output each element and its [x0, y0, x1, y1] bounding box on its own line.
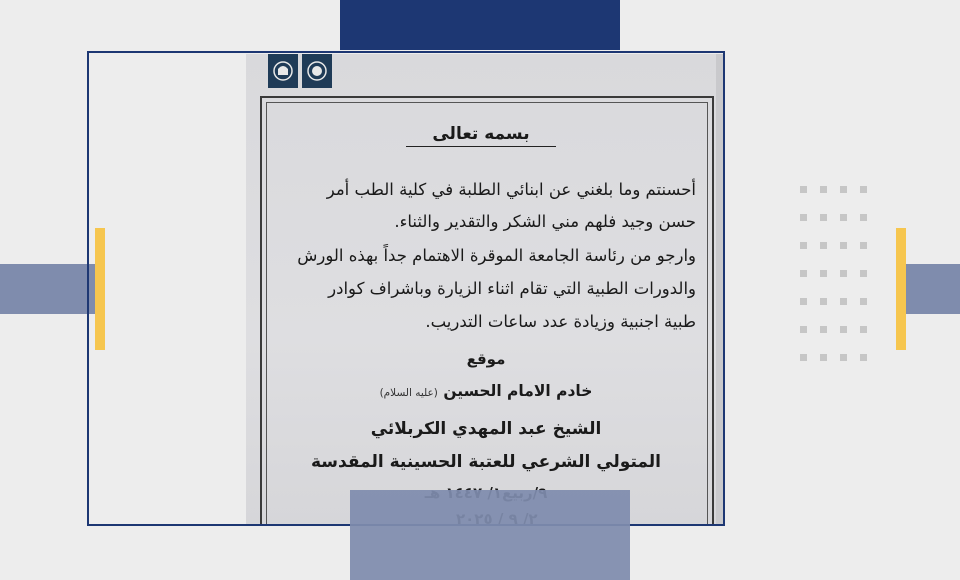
grid-dot — [860, 354, 867, 361]
right-yellow-accent — [896, 228, 906, 350]
grid-dot — [840, 298, 847, 305]
body-line: والدورات الطبية التي تقام اثناء الزيارة وباشراف كوادر — [328, 279, 696, 298]
grid-dot — [840, 270, 847, 277]
body-line: وارجو من رئاسة الجامعة الموقرة الاهتمام جداً بهذه الورش — [297, 246, 696, 265]
grid-dot — [840, 354, 847, 361]
grid-dot — [860, 242, 867, 249]
grid-dot — [840, 242, 847, 249]
grid-dot — [800, 214, 807, 221]
servant-title: خادم الامام الحسين — [443, 382, 593, 400]
trustee-title: المتولي الشرعي للعتبة الحسينية المقدسة — [310, 452, 662, 472]
grid-dot — [820, 270, 827, 277]
grid-dot — [820, 298, 827, 305]
grid-dot — [840, 326, 847, 333]
body-line: طبية اجنبية وزيادة عدد ساعات التدريب. — [425, 312, 696, 331]
grid-dot — [840, 214, 847, 221]
grid-dot — [800, 270, 807, 277]
servant-honorific: (عليه السلام) — [379, 387, 438, 399]
top-navy-block — [340, 0, 620, 50]
dot-grid — [800, 186, 872, 386]
grid-dot — [860, 270, 867, 277]
signed-label: موقع — [466, 350, 506, 368]
grid-dot — [820, 214, 827, 221]
grid-dot — [820, 354, 827, 361]
grid-dot — [820, 326, 827, 333]
grid-dot — [860, 298, 867, 305]
grid-dot — [800, 298, 807, 305]
grid-dot — [800, 354, 807, 361]
left-yellow-accent — [95, 228, 105, 350]
grid-dot — [820, 242, 827, 249]
document-heading: بسمه تعالى — [406, 124, 556, 147]
right-steel-band — [906, 264, 960, 314]
grid-dot — [800, 186, 807, 193]
grid-dot — [860, 214, 867, 221]
grid-dot — [860, 326, 867, 333]
grid-dot — [800, 242, 807, 249]
bottom-steel-panel — [350, 490, 630, 580]
grid-dot — [800, 326, 807, 333]
grid-dot — [820, 186, 827, 193]
grid-dot — [840, 186, 847, 193]
body-line: حسن وجيد فلهم مني الشكر والتقدير والثناء. — [394, 212, 696, 231]
body-line: أحسنتم وما بلغني عن ابنائي الطلبة في كلية الطب أمر — [326, 180, 696, 199]
navy-frame — [87, 51, 725, 526]
sheikh-name: الشيخ عبد المهدي الكربلائي — [370, 419, 602, 439]
grid-dot — [860, 186, 867, 193]
left-steel-band — [0, 264, 96, 314]
